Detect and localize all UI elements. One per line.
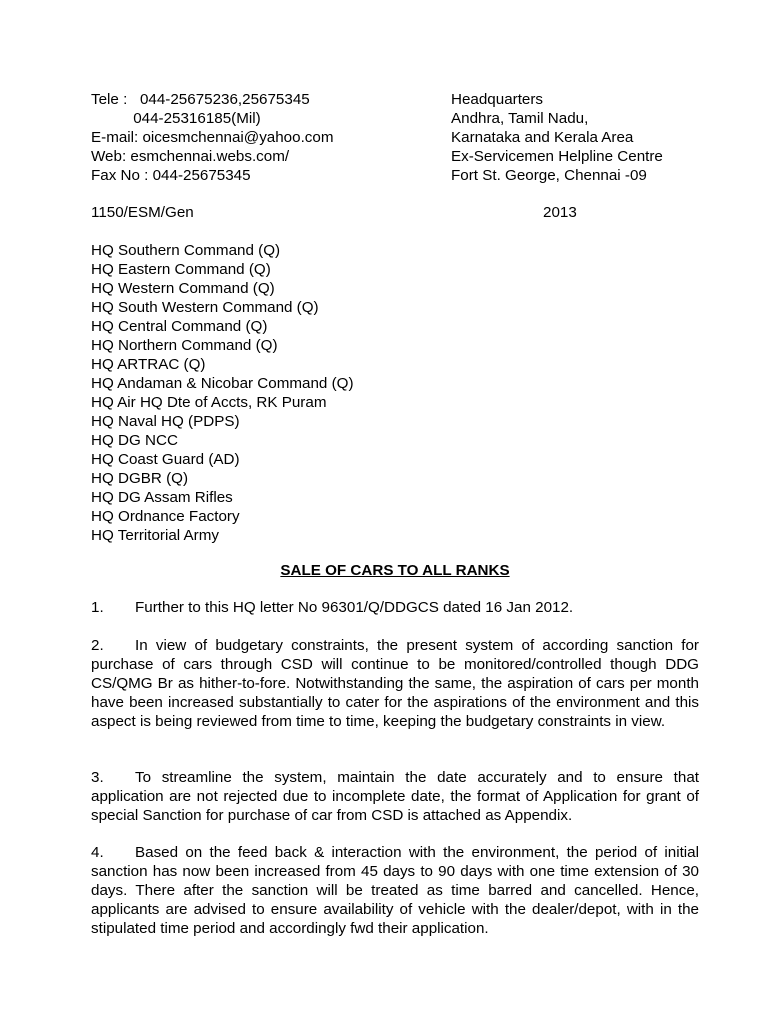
subject-heading: SALE OF CARS TO ALL RANKS [280,562,510,579]
addressee: HQ DG Assam Rifles [91,489,233,506]
contact-line: E-mail: oicesmchennai@yahoo.com [91,129,334,146]
paragraph [91,768,699,825]
address-line: Fort St. George, Chennai -09 [451,167,647,184]
paragraph [91,598,699,617]
contact-line: 044-25316185(Mil) [91,110,261,127]
addressee: HQ Western Command (Q) [91,280,275,297]
paragraph [91,636,699,731]
paragraph [91,843,699,938]
reference-number: 1150/ESM/Gen [91,204,194,221]
addressee: HQ South Western Command (Q) [91,299,319,316]
address-line: Ex-Servicemen Helpline Centre [451,148,663,165]
addressee: HQ Eastern Command (Q) [91,261,271,278]
addressee: HQ DG NCC [91,432,178,449]
addressee: HQ Naval HQ (PDPS) [91,413,240,430]
addressee: HQ Coast Guard (AD) [91,451,240,468]
addressee: HQ DGBR (Q) [91,470,189,487]
addressee: HQ Territorial Army [91,527,219,544]
sender-address [451,90,663,185]
contact-line: Web: esmchennai.webs.com/ [91,148,290,165]
addressee: HQ ARTRAC (Q) [91,356,206,373]
paragraph-text: Based on the feed back & interaction with the environment, the period of initial sanction has now been increased from 45 days to 90 days with one time extension of 30 days. There after the sanction will be treated as time barred and cancelled. Hence, applicants are advised to ensure availability of vehicle with the dealer/depot, with in the stipulated time period and accordingly fwd their application. [91,844,699,937]
contact-line: Tele : 044-25675236,25675345 [91,91,310,108]
addressee: HQ Southern Command (Q) [91,242,281,259]
addressee: HQ Central Command (Q) [91,318,268,335]
paragraph-number: 3. [91,769,104,786]
reference-year: 2013 [543,204,577,221]
addressee: HQ Andaman & Nicobar Command (Q) [91,375,354,392]
paragraph-text: To streamline the system, maintain the date accurately and to ensure that application are not rejected due to incomplete date, the format of Application for grant of special Sanction for purchase of car from CSD is attached as Appendix. [91,769,699,824]
paragraph-text: Further to this HQ letter No 96301/Q/DDGCS dated 16 Jan 2012. [135,599,574,616]
addressee: HQ Ordnance Factory [91,508,240,525]
addressee: HQ Northern Command (Q) [91,337,278,354]
addressee: HQ Air HQ Dte of Accts, RK Puram [91,394,327,411]
address-line: Andhra, Tamil Nadu, [451,110,589,127]
addressee-list [91,241,354,545]
address-line: Karnataka and Kerala Area [451,129,634,146]
paragraph-number: 2. [91,637,104,654]
contact-line: Fax No : 044-25675345 [91,167,251,184]
address-line: Headquarters [451,91,544,108]
paragraph-number: 1. [91,599,104,616]
paragraph-number: 4. [91,844,104,861]
contact-details [91,90,334,185]
paragraph-text: In view of budgetary constraints, the present system of according sanction for purchase of cars through CSD will continue to be monitored/controlled though DDG CS/QMG Br as hither-to-fore. Notwithstanding the same, the aspiration of cars per month have been increased substantially to cater for the aspirations of the environment and this aspect is being reviewed from time to time, keeping the budgetary constraints in view. [91,637,699,730]
